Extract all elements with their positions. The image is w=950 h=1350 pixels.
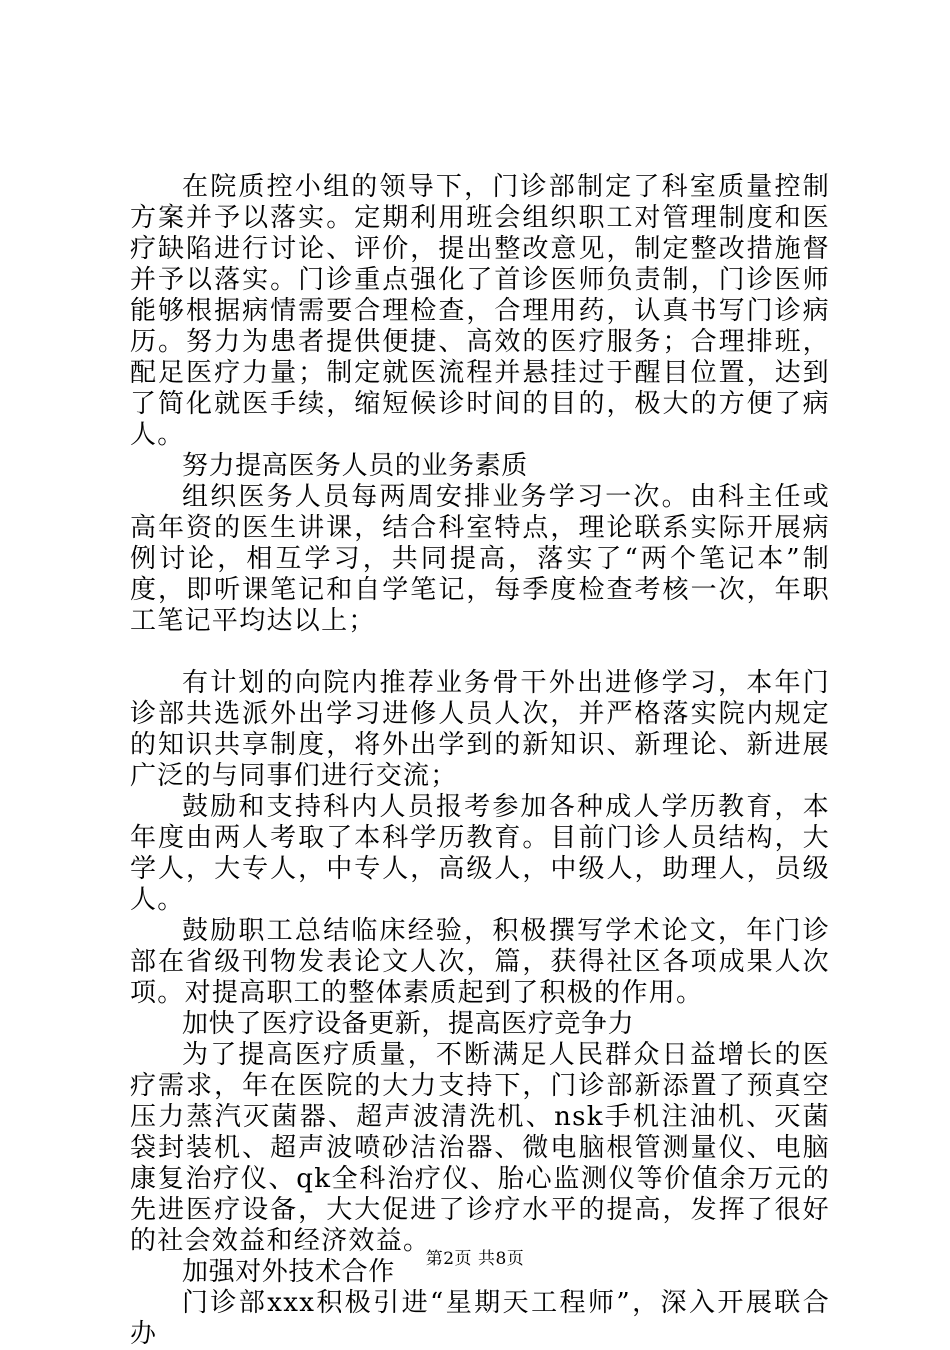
paragraph-academic-papers: 鼓励职工总结临床经验，积极撰写学术论文，年门诊部在省级刊物发表论文人次，篇，获得社区各项成果人次项。对提高职工的整体素质起到了积极的作用。 <box>130 916 830 1008</box>
section-heading-staff-quality: 努力提高医务人员的业务素质 <box>182 451 528 481</box>
section-heading-equipment: 加快了医疗设备更新，提高医疗竞争力 <box>182 1009 635 1039</box>
paragraph-quality-control: 在院质控小组的领导下，门诊部制定了科室质量控制方案并予以落实。定期利用班会组织职工对管理制度和医疗缺陷进行讨论、评价，提出整改意见，制定整改措施督并予以落实。门诊重点强化了首诊医师负责制，门诊医师能够根据病情需要合理检查，合理用药，认真书写门诊病历。努力为患者提供便捷、高效的医疗服务；合理排班，配足医疗力量；制定就医流程并悬挂过于醒目位置，达到了简化就医手续，缩短候诊时间的目的，极大的方便了病人。 <box>130 172 830 450</box>
paragraph-education: 鼓励和支持科内人员报考参加各种成人学历教育，本年度由两人考取了本科学历教育。目前门诊人员结构，大学人，大专人，中专人，高级人，中级人，助理人，员级人。 <box>130 792 830 915</box>
page-number-footer: 第2页 共8页 <box>425 1249 525 1269</box>
section-heading-cooperation: 加强对外技术合作 <box>182 1257 395 1287</box>
document-body <box>130 172 830 1350</box>
paragraph-staff-training: 组织医务人员每两周安排业务学习一次。由科主任或高年资的医生讲课，结合科室特点，理论联系实际开展病例讨论，相互学习，共同提高，落实了“两个笔记本”制度，即听课笔记和自学笔记，每季度检查考核一次，年职工笔记平均达以上； <box>130 482 830 636</box>
paragraph-cooperation: 门诊部xxx积极引进“星期天工程师”，深入开展联合办 <box>130 1288 830 1349</box>
paragraph-advanced-study: 有计划的向院内推荐业务骨干外出进修学习，本年门诊部共选派外出学习进修人员人次，并严格落实院内规定的知识共享制度，将外出学到的新知识、新理论、新进展广泛的与同事们进行交流； <box>130 668 830 791</box>
paragraph-equipment-update: 为了提高医疗质量，不断满足人民群众日益增长的医疗需求，年在医院的大力支持下，门诊部新添置了预真空压力蒸汽灭菌器、超声波清洗机、nsk手机注油机、灭菌袋封装机、超声波喷砂洁治器、微电脑根管测量仪、电脑康复治疗仪、qk全科治疗仪、胎心监测仪等价值余万元的先进医疗设备，大大促进了诊疗水平的提高，发挥了很好的社会效益和经济效益。 <box>130 1040 830 1256</box>
